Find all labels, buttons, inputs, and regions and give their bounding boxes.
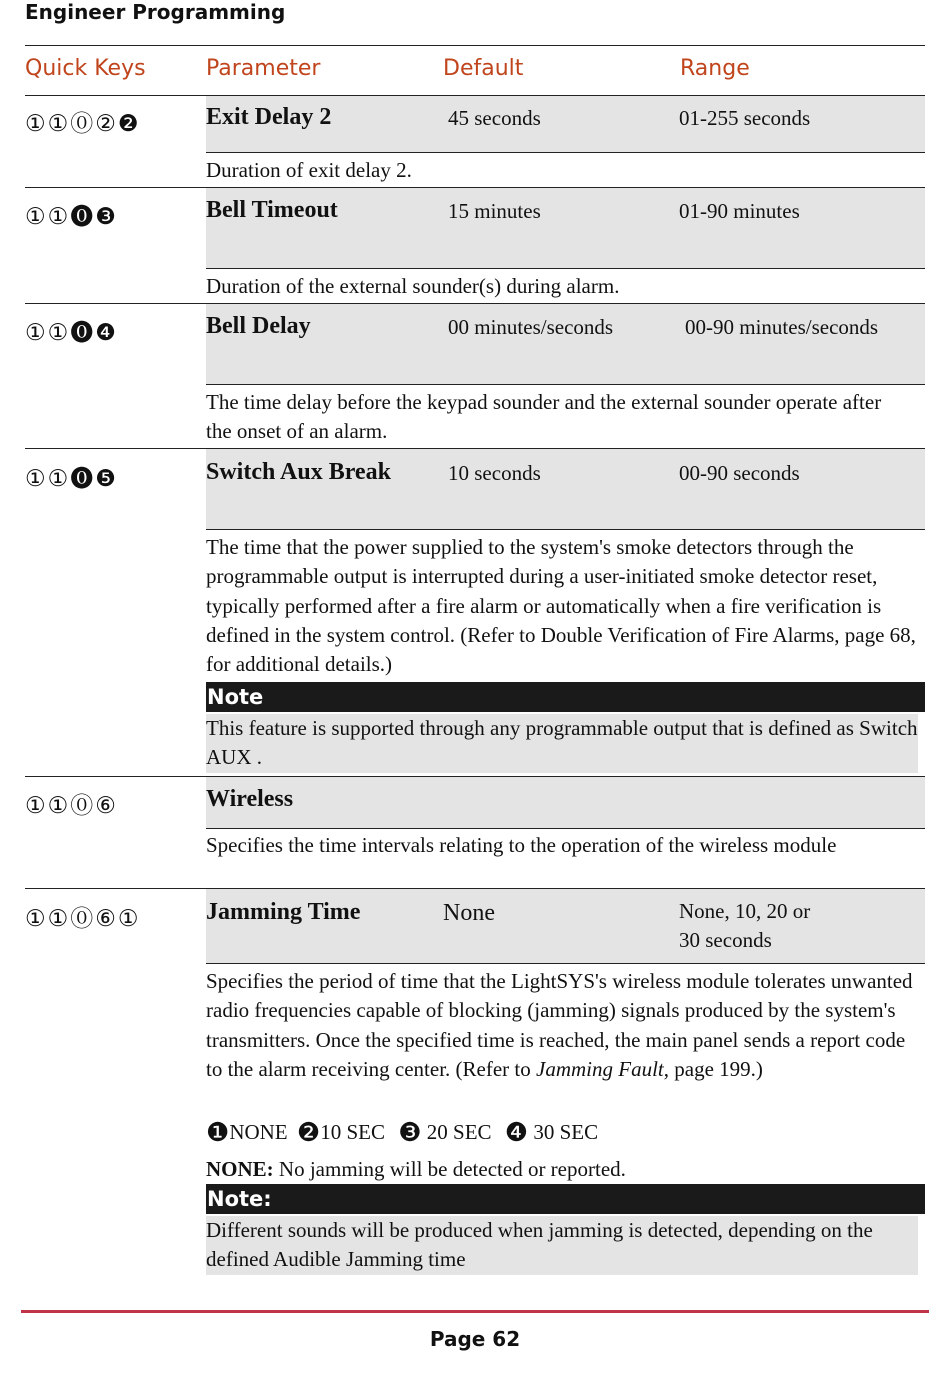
page-title: Engineer Programming xyxy=(25,0,286,24)
parameter-range: 00-90 minutes/seconds xyxy=(685,315,879,339)
option-label: 10 SEC xyxy=(320,1120,385,1144)
cross-reference-link[interactable]: Jamming Fault xyxy=(536,1056,664,1081)
footer-rule xyxy=(21,1310,929,1313)
option-number: ❷ xyxy=(296,1118,321,1147)
quick-keys: ①①⓪⑥ xyxy=(25,793,118,819)
parameter-default: 00 minutes/seconds xyxy=(448,315,614,339)
parameter-description: The time that the power supplied to the system's smoke detectors through the programmable output is interrupted during a user-initiated smoke detector reset, typically performed after a fire alarm or automatically when a fire verification is defined in the system control. (Refer to Double Verification of Fire Alarms, page 68, for additional details.) xyxy=(206,535,916,677)
parameter-name: Switch Aux Break xyxy=(206,459,391,485)
band-rule xyxy=(206,384,925,385)
note-label: Note: xyxy=(206,1184,925,1214)
band-rule xyxy=(206,963,925,964)
parameter-default: 10 seconds xyxy=(448,461,541,485)
band-rule xyxy=(206,828,925,829)
parameter-name: Exit Delay 2 xyxy=(206,104,332,130)
parameter-range: 00-90 seconds xyxy=(679,461,800,485)
column-header-quick-keys: Quick Keys xyxy=(25,56,146,81)
quick-keys: ①①⓿❹ xyxy=(25,320,118,346)
parameter-description xyxy=(206,967,922,1084)
quick-keys: ①①⓿❸ xyxy=(25,204,118,230)
option-list xyxy=(206,1118,598,1148)
column-header-default: Default xyxy=(443,56,524,81)
option-label: 30 SEC xyxy=(533,1120,599,1144)
parameter-band xyxy=(206,777,925,828)
quick-keys: ①①⓿❺ xyxy=(25,466,118,492)
quick-keys: ①①⓪②❷ xyxy=(25,111,141,137)
parameter-default: 45 seconds xyxy=(448,106,541,130)
parameter-default: 15 minutes xyxy=(448,199,541,223)
none-definition xyxy=(206,1155,626,1184)
option-number: ❹ xyxy=(504,1118,529,1147)
parameter-name: Bell Timeout xyxy=(206,197,338,223)
band-rule xyxy=(206,529,925,530)
description-text: Specifies the period of time that the LightSYS's wireless module tolerates unwanted radio frequencies capable of blocking (jamming) signals produced by the system's transmitters. Once the specified time is reached, the main panel sends a report code to the alarm receiving center. (Refer to xyxy=(206,969,913,1081)
column-header-parameter: Parameter xyxy=(206,56,321,81)
none-text: No jamming will be detected or reported. xyxy=(273,1157,626,1181)
parameter-name: Wireless xyxy=(206,786,294,812)
option-label: 20 SEC xyxy=(426,1120,492,1144)
parameter-description: Duration of exit delay 2. xyxy=(206,158,412,182)
column-header-range: Range xyxy=(680,56,750,81)
parameter-name: Bell Delay xyxy=(206,313,311,339)
option-number: ❶ xyxy=(206,1118,230,1147)
parameter-range: 01-255 seconds xyxy=(679,106,811,130)
parameter-range: 01-90 minutes xyxy=(679,199,800,223)
parameter-range: None, 10, 20 or xyxy=(679,899,811,923)
parameter-default: None xyxy=(443,900,495,926)
header-top-rule xyxy=(25,45,925,46)
parameter-description: Duration of the external sounder(s) during alarm. xyxy=(206,274,620,298)
note-text: This feature is supported through any programmable output that is defined as Switch AUX . xyxy=(206,714,918,773)
option-label: NONE xyxy=(229,1120,288,1144)
parameter-name: Jamming Time xyxy=(206,899,361,925)
description-text-end: , page 199.) xyxy=(663,1056,763,1081)
parameter-description: Specifies the time intervals relating to the operation of the wireless module xyxy=(206,833,837,857)
option-number: ❸ xyxy=(398,1118,422,1147)
page-number: Page 62 xyxy=(429,1327,521,1351)
note-label: Note xyxy=(206,682,925,712)
band-rule xyxy=(206,268,925,269)
parameter-range-continued: 30 seconds xyxy=(679,928,772,952)
band-rule xyxy=(206,152,925,153)
none-label: NONE: xyxy=(206,1157,274,1181)
parameter-description: The time delay before the keypad sounder and the external sounder operate after the onset of an alarm. xyxy=(206,390,882,444)
quick-keys: ①①⓪⑥① xyxy=(25,906,141,932)
note-text: Different sounds will be produced when jamming is detected, depending on the defined Audible Jamming time xyxy=(206,1216,918,1275)
